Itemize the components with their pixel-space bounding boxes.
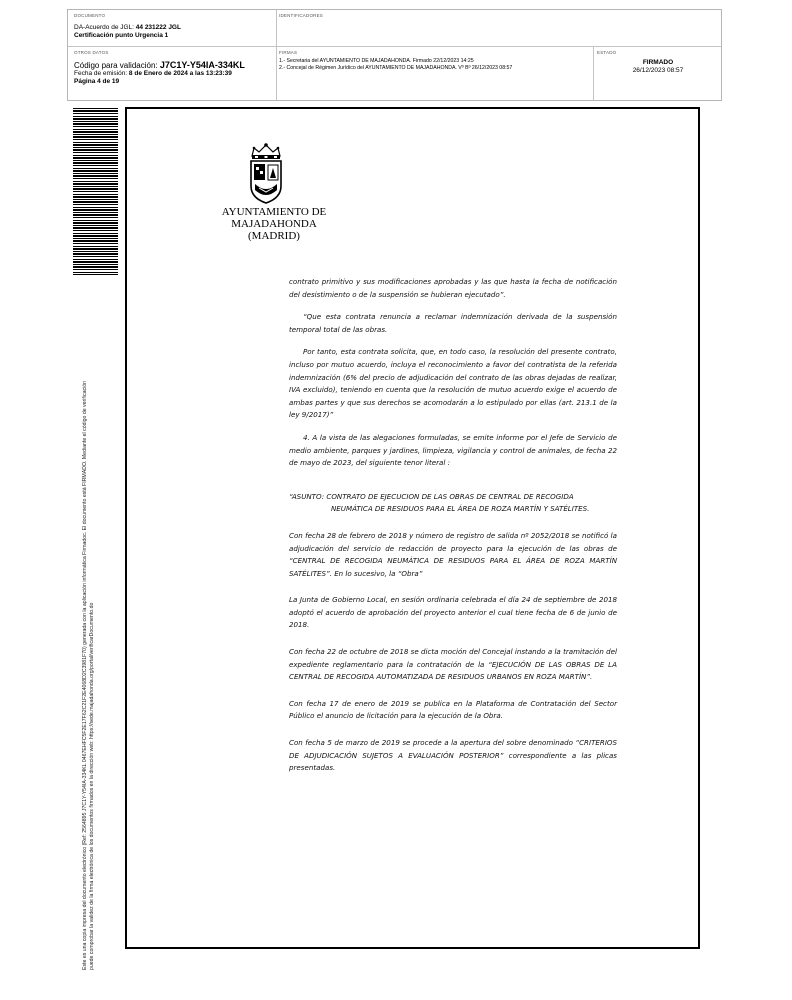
paragraph-2: “Que esta contrata renuncia a reclamar indemnización derivada de la suspensión temporal total de las obras. bbox=[289, 312, 617, 334]
validation-code-line bbox=[74, 61, 245, 70]
firma-2: 2.- Concejal de Régimen Jurídico del AYUNTAMIENTO DE MAJADAHONDA. Vº Bº 26/12/2023 08:57 bbox=[279, 65, 513, 71]
paragraph-1: contrato primitivo y sus modificaciones aprobadas y las que hasta la fecha de notificación del desistimiento o de la suspensión se hubieran ejecutado”. bbox=[289, 277, 617, 299]
coat-of-arms-icon bbox=[246, 142, 286, 206]
doc-line1-code: 44 231222 JGL bbox=[135, 24, 181, 31]
document-body bbox=[289, 276, 617, 775]
page-info: Página 4 de 19 bbox=[74, 78, 120, 85]
identificadores-section bbox=[279, 13, 323, 18]
otros-datos-label: OTROS DATOS bbox=[74, 50, 109, 55]
firmas-section bbox=[279, 50, 589, 72]
paragraph-6: La Junta de Gobierno Local, en sesión ordinaria celebrada el día 24 de septiembre de 2018 adoptó el acuerdo de aprobación del proyecto anterior el cual tiene fecha de 6 de junio de 2018. bbox=[289, 595, 617, 630]
side-verification-text bbox=[82, 280, 95, 970]
paragraph-3: Por tanto, esta contrata solicita, que, en todo caso, la resolución del presente contrato, incluso por mutuo acuerdo, incluya el reconocimiento a favor del contratista de la referida indemnización (6% del precio de adjudicación del contrato de las obras dejadas de realizar, IVA excluido), teniendo en cuenta que la resolución de mutuo acuerdo exige el acuerdo de ambas partes y que sus derechos se acomodarán a lo estipulado por ellas (art. 213.1 de la ley 9/2017)” bbox=[289, 347, 617, 420]
validation-prefix: Código para validación: bbox=[74, 61, 160, 70]
firma-1: 1.- Secretaria del AYUNTAMIENTO DE MAJADAHONDA. Firmado 22/12/2023 14:25 bbox=[279, 58, 474, 64]
paragraph-9: Con fecha 5 de marzo de 2019 se procede a la apertura del sobre denominado “CRITERIOS DE ADJUDICACIÓN SUJETOS A EVALUACIÓN POSTERIOR” correspondiente a las plicas presentadas. bbox=[289, 738, 617, 773]
side-text-line1: Este es una copia impresa del documento electrónico (Ref: 2564895 J7C1Y-Y54IA-334KL 0467EHFC5F2E17F62C21F2E4068D2C3981F70) generada con la aplicación informática Firmadoc. El documento está FIRMADO. Mediante el código de verificación bbox=[82, 380, 88, 970]
emission-date: 8 de Enero de 2024 a las 13:23:39 bbox=[128, 70, 232, 77]
doc-line2: Certificación punto Urgencia 1 bbox=[74, 32, 169, 39]
paragraph-8: Con fecha 17 de enero de 2019 se publica en la Plataforma de Contratación del Sector Público el anuncio de licitación para la ejecución de la Obra. bbox=[289, 698, 617, 721]
side-text-line2: puede comprobar la validez de la firma electrónica de los documentos firmados en la dirección web: https://sede.majadahonda.org/portal/verificarDocumento.do bbox=[88, 602, 95, 970]
estado-status: FIRMADO bbox=[642, 59, 674, 66]
document-header bbox=[67, 9, 722, 101]
documento-section bbox=[74, 13, 181, 40]
barcode bbox=[73, 108, 118, 275]
doc-line1-prefix: DA-Acuerdo de JGL: bbox=[74, 24, 136, 31]
letterhead-line1: AYUNTAMIENTO DE bbox=[221, 206, 327, 218]
firmas-label: FIRMAS bbox=[279, 50, 298, 55]
emission-line bbox=[74, 70, 245, 78]
estado-label: ESTADO bbox=[597, 50, 617, 55]
emission-prefix: Fecha de emisión: bbox=[74, 70, 129, 77]
identificadores-label: IDENTIFICADORES bbox=[279, 13, 324, 18]
paragraph-4: 4. A la vista de las alegaciones formuladas, se emite informe por el Jefe de Servicio de medio ambiente, parques y jardines, limpieza, vigilancia y control de animales, de fecha 22 de mayo de 2023, del siguiente tenor literal : bbox=[289, 432, 617, 468]
letterhead bbox=[214, 206, 334, 242]
document-title bbox=[74, 24, 181, 32]
estado-section bbox=[597, 50, 719, 75]
validation-code: J7C1Y-Y54IA-334KL bbox=[159, 60, 245, 70]
asunto-line1: “ASUNTO: CONTRATO DE EJECUCION DE LAS OBRAS DE CENTRAL DE RECOGIDA bbox=[289, 491, 574, 501]
estado-date: 26/12/2023 08:57 bbox=[632, 67, 684, 74]
paragraph-7: Con fecha 22 de octubre de 2018 se dicta moción del Concejal instando a la tramitación del expediente reglamentario para la contratación de la “EJECUCIÓN DE LAS OBRAS DE LA CENTRAL DE RECOGIDA AUTOMATIZADA DE RESIDUOS URBANOS EN ROZA MARTÍN”. bbox=[289, 647, 617, 682]
letterhead-line3: (MADRID) bbox=[248, 230, 300, 242]
paragraph-5: Con fecha 28 de febrero de 2018 y número de registro de salida nº 2052/2018 se notificó la adjudicación del servicio de redacción de proyecto para la ejecución de las obras de “CENTRAL DE RECOGIDA NEUMÁTICA DE RESIDUOS PARA EL ÁREA DE ROZA MARTÍN SATÉLITES”. En lo sucesivo, la “Obra” bbox=[289, 530, 617, 578]
documento-label: DOCUMENTO bbox=[74, 13, 106, 18]
letterhead-line2: MAJADAHONDA bbox=[231, 218, 317, 230]
asunto-line2: NEUMÁTICA DE RESIDUOS PARA EL ÁREA DE ROZA MARTÍN Y SATÉLITES. bbox=[331, 504, 590, 514]
otros-datos-section bbox=[74, 50, 245, 86]
